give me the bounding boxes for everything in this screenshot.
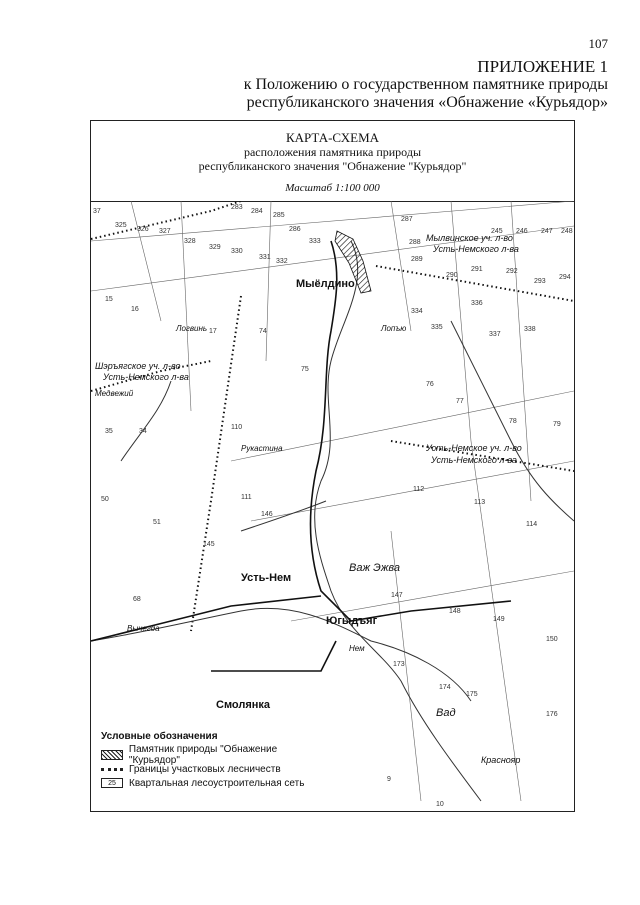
quarter-number-29: 337	[489, 331, 501, 338]
quarter-number-11: 285	[273, 212, 285, 219]
quarter-number-61: 10	[436, 801, 444, 808]
legend-item-grid	[101, 776, 330, 790]
quarter-number-3: 327	[159, 228, 171, 235]
river-label-vychegda: Вычегда	[127, 624, 160, 633]
forestry-label-1: Мылвинское уч. л-во	[426, 233, 513, 243]
quarter-number-28: 336	[471, 300, 483, 307]
quarter-number-42: 112	[413, 486, 425, 493]
river-label-rukastina: Рукастина	[241, 444, 283, 453]
map-scale: Масштаб 1:100 000	[285, 182, 380, 194]
quarter-number-51: 34	[139, 428, 147, 435]
quarter-number-30: 338	[524, 326, 536, 333]
quarter-number-27: 335	[431, 324, 443, 331]
settlement-myoldino: Мыёлдино	[296, 278, 355, 290]
quarter-number-50: 150	[546, 636, 558, 643]
quarter-number-58: 175	[466, 691, 478, 698]
quarter-number-60: 9	[387, 776, 391, 783]
legend-item-monument	[101, 744, 330, 766]
quarter-number-18: 246	[516, 228, 528, 235]
quarter-number-25: 294	[559, 274, 571, 281]
quarter-number-55: 68	[133, 596, 141, 603]
quarter-number-45: 145	[203, 541, 215, 548]
hatch-icon	[101, 750, 123, 760]
quarter-number-56: 173	[393, 661, 405, 668]
quarter-number-35: 75	[301, 366, 309, 373]
quarter-grid	[91, 201, 574, 801]
quarter-number-26: 334	[411, 308, 423, 315]
settlement-ust-nem: Усть-Нем	[241, 572, 292, 584]
quarter-number-8: 332	[276, 258, 288, 265]
quarter-number-12: 286	[289, 226, 301, 233]
map-header	[91, 121, 574, 202]
legend-label-boundaries: Границы участковых лесничеств	[129, 763, 281, 775]
quarter-number-2: 326	[137, 226, 149, 233]
quarter-number-59: 176	[546, 711, 558, 718]
map-frame	[90, 120, 575, 812]
quarter-number-32: 16	[131, 306, 139, 313]
quarter-number-9: 283	[231, 204, 243, 211]
quarter-number-23: 292	[506, 268, 518, 275]
legend-label-monument: Памятник природы "Обнажение "Курьядор"	[128, 744, 278, 766]
quarter-number-43: 113	[474, 499, 486, 506]
river-label-logvin: Логвинь	[176, 324, 208, 333]
settlement-yugydyag: Югыдъяг	[326, 615, 378, 627]
box-icon: 25	[101, 778, 123, 788]
forestry-label-3: Шэръягское уч. л-во	[95, 361, 181, 371]
quarter-number-24: 293	[534, 278, 546, 285]
quarter-number-44: 114	[526, 521, 538, 528]
quarter-number-39: 79	[553, 421, 561, 428]
quarter-number-5: 329	[209, 244, 221, 251]
map-drawing	[91, 201, 574, 811]
map-title: КАРТА-СХЕМА	[285, 130, 380, 145]
quarter-number-57: 174	[439, 684, 451, 691]
forestry-label-6: Усть-Немского л-ва	[431, 455, 517, 465]
forestry-boundaries	[91, 201, 574, 631]
quarter-number-31: 15	[105, 296, 113, 303]
quarter-number-15: 288	[409, 239, 421, 246]
quarter-number-4: 328	[184, 238, 196, 245]
dots-icon	[101, 768, 123, 771]
quarter-number-54: 51	[153, 519, 161, 526]
settlement-smolyanka: Смолянка	[216, 699, 271, 711]
quarter-number-48: 148	[449, 608, 461, 615]
quarter-number-53: 50	[101, 496, 109, 503]
quarter-number-1: 325	[115, 222, 127, 229]
page-number: 107	[588, 36, 608, 51]
quarter-number-38: 78	[509, 418, 517, 425]
quarter-number-6: 330	[231, 248, 243, 255]
quarter-number-40: 110	[231, 424, 243, 431]
quarter-number-36: 76	[426, 381, 434, 388]
quarter-number-49: 149	[493, 616, 505, 623]
quarter-number-10: 284	[251, 208, 263, 215]
quarter-number-7: 331	[259, 254, 271, 261]
forestry-label-4: Усть-Немского л-ва	[103, 372, 189, 382]
settlement-vazh-ezhva: Важ Эжва	[349, 562, 401, 574]
settlement-vad: Вад	[436, 707, 456, 719]
quarter-number-46: 146	[261, 511, 273, 518]
settlement-krasnoyar: Краснояр	[481, 755, 521, 765]
quarter-number-20: 248	[561, 228, 573, 235]
quarter-number-34: 74	[259, 328, 267, 335]
quarter-number-47: 147	[391, 592, 403, 599]
quarter-number-0: 37	[93, 208, 101, 215]
map-legend	[95, 725, 330, 805]
appendix-line-2: к Положению о государственном памятнике природы	[243, 76, 608, 93]
quarter-number-22: 291	[471, 266, 483, 273]
map-subtitle-2: республиканского значения "Обнажение "Курьядор"	[198, 159, 467, 173]
quarter-number-17: 245	[491, 228, 503, 235]
quarter-number-41: 111	[241, 494, 252, 501]
river-label-lopyu: Лопъю	[381, 324, 407, 333]
quarter-number-52: 35	[105, 428, 113, 435]
quarter-number-14: 287	[401, 216, 413, 223]
forestry-label-5: Усть-Немское уч. л-во	[426, 443, 522, 453]
forestry-label-2: Усть-Немского л-ва	[433, 244, 519, 254]
quarter-number-33: 17	[209, 328, 217, 335]
river-label-medvezhiy: Медвежий	[95, 389, 134, 398]
appendix-line-1: ПРИЛОЖЕНИЕ 1	[477, 57, 608, 76]
quarter-number-19: 247	[541, 228, 553, 235]
quarter-number-21: 290	[446, 272, 458, 279]
river-label-nem: Нем	[349, 644, 365, 653]
legend-label-grid: Квартальная лесоустроительная сеть	[129, 777, 305, 789]
legend-title: Условные обозначения	[101, 731, 218, 742]
quarter-number-13: 333	[309, 238, 321, 245]
map-subtitle-1: расположения памятника природы	[243, 145, 422, 159]
appendix-line-3: республиканского значения «Обнажение «Курьядор»	[246, 94, 608, 111]
quarter-number-37: 77	[456, 398, 464, 405]
quarter-number-16: 289	[411, 256, 423, 263]
appendix-title	[244, 58, 608, 112]
